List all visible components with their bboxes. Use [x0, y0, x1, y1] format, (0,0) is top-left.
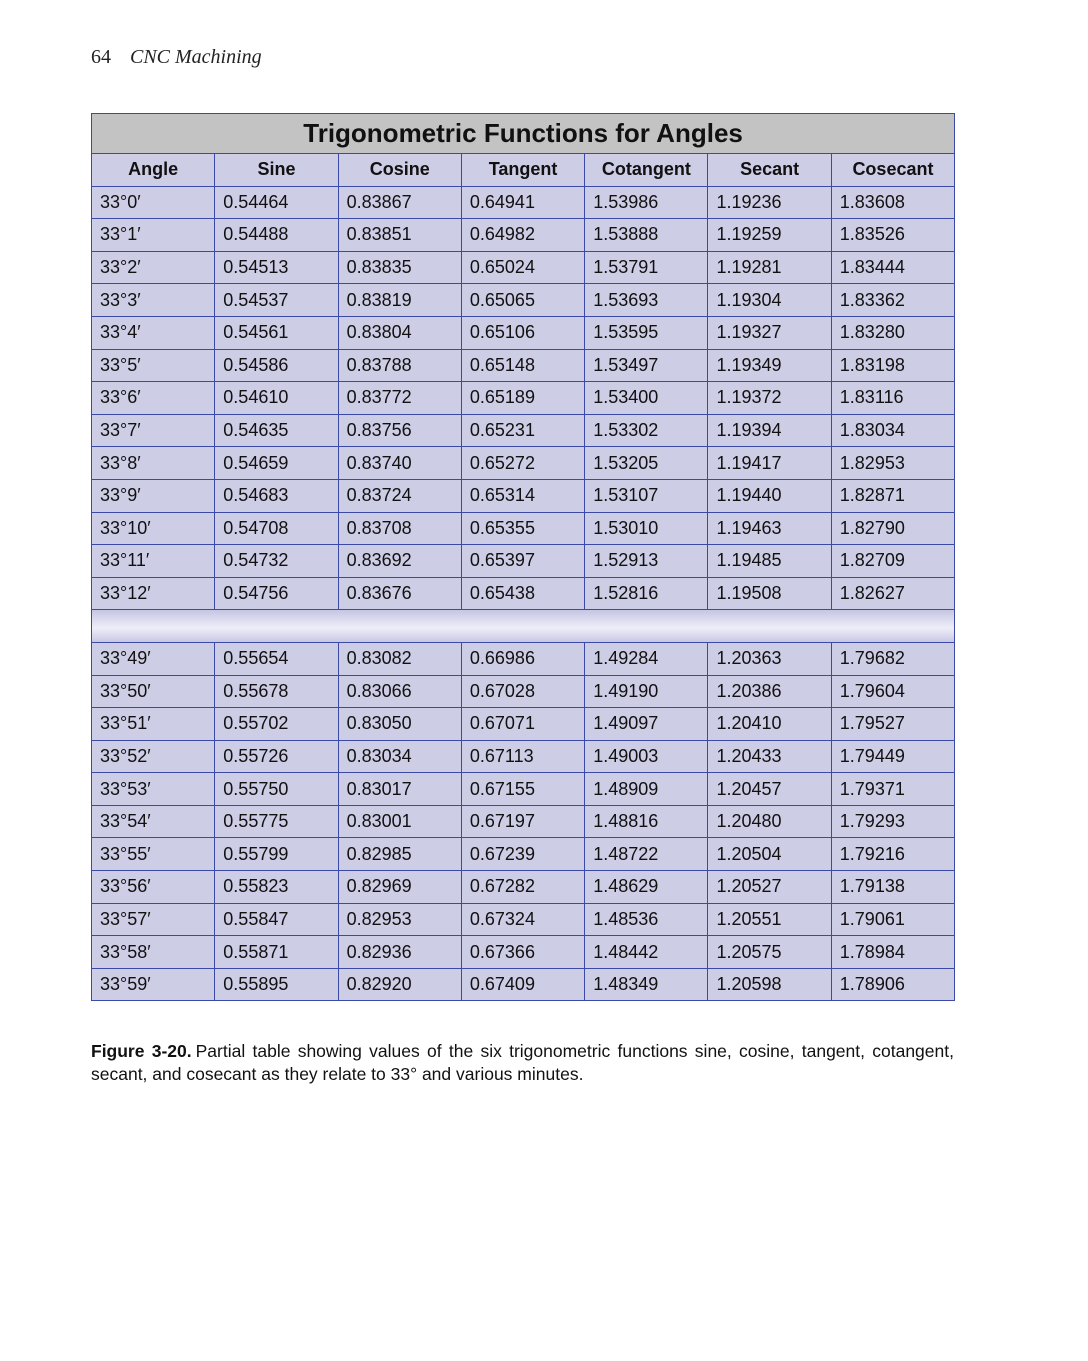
table-row [92, 968, 955, 1001]
cell-tangent: 0.65272 [461, 447, 584, 480]
cell-cosine: 0.83034 [338, 740, 461, 773]
cell-sine: 0.54586 [215, 349, 338, 382]
column-header-cotangent: Cotangent [585, 154, 708, 187]
column-header-sine: Sine [215, 154, 338, 187]
cell-secant: 1.19236 [708, 186, 831, 219]
book-title: CNC Machining [130, 46, 262, 68]
column-header-angle: Angle [92, 154, 215, 187]
cell-cosine: 0.83851 [338, 219, 461, 252]
cell-cosine: 0.83756 [338, 414, 461, 447]
cell-cosine: 0.83804 [338, 316, 461, 349]
cell-sine: 0.54659 [215, 447, 338, 480]
cell-cosine: 0.83708 [338, 512, 461, 545]
cell-sine: 0.55847 [215, 903, 338, 936]
table-gap-row [92, 610, 955, 643]
table-title-row [92, 114, 955, 154]
cell-cosine: 0.83772 [338, 382, 461, 415]
cell-cotangent: 1.53010 [585, 512, 708, 545]
cell-cotangent: 1.49097 [585, 708, 708, 741]
cell-secant: 1.19372 [708, 382, 831, 415]
cell-cosecant: 1.82709 [831, 545, 954, 578]
table-row [92, 805, 955, 838]
cell-cosecant: 1.82871 [831, 479, 954, 512]
column-header-tangent: Tangent [461, 154, 584, 187]
cell-secant: 1.19417 [708, 447, 831, 480]
cell-sine: 0.54610 [215, 382, 338, 415]
cell-cosine: 0.83050 [338, 708, 461, 741]
figure-label: Figure 3-20. [91, 1041, 192, 1061]
table-row [92, 512, 955, 545]
cell-secant: 1.19281 [708, 251, 831, 284]
cell-cotangent: 1.53302 [585, 414, 708, 447]
table-row [92, 642, 955, 675]
cell-secant: 1.19304 [708, 284, 831, 317]
cell-cosine: 0.82920 [338, 968, 461, 1001]
cell-cosecant: 1.78984 [831, 936, 954, 969]
cell-secant: 1.19485 [708, 545, 831, 578]
cell-cosecant: 1.83526 [831, 219, 954, 252]
cell-cotangent: 1.53400 [585, 382, 708, 415]
table-row [92, 316, 955, 349]
cell-cosecant: 1.83444 [831, 251, 954, 284]
column-header-cosine: Cosine [338, 154, 461, 187]
cell-cotangent: 1.48442 [585, 936, 708, 969]
cell-secant: 1.19463 [708, 512, 831, 545]
cell-cosine: 0.82953 [338, 903, 461, 936]
cell-cosecant: 1.83280 [831, 316, 954, 349]
cell-angle: 33°12′ [92, 577, 215, 610]
running-header [91, 46, 262, 69]
cell-tangent: 0.67282 [461, 871, 584, 904]
cell-cosecant: 1.82790 [831, 512, 954, 545]
cell-cosine: 0.83001 [338, 805, 461, 838]
table-row [92, 708, 955, 741]
table-row [92, 903, 955, 936]
cell-sine: 0.55823 [215, 871, 338, 904]
cell-angle: 33°51′ [92, 708, 215, 741]
cell-tangent: 0.67409 [461, 968, 584, 1001]
cell-cotangent: 1.53986 [585, 186, 708, 219]
table-header-row [92, 154, 955, 187]
cell-angle: 33°5′ [92, 349, 215, 382]
cell-cotangent: 1.53888 [585, 219, 708, 252]
page-number: 64 [91, 46, 111, 68]
cell-cosine: 0.83740 [338, 447, 461, 480]
cell-angle: 33°57′ [92, 903, 215, 936]
cell-cosecant: 1.79216 [831, 838, 954, 871]
cell-cotangent: 1.48816 [585, 805, 708, 838]
cell-angle: 33°2′ [92, 251, 215, 284]
cell-sine: 0.55654 [215, 642, 338, 675]
cell-secant: 1.19508 [708, 577, 831, 610]
cell-cotangent: 1.52913 [585, 545, 708, 578]
cell-tangent: 0.67366 [461, 936, 584, 969]
cell-tangent: 0.65065 [461, 284, 584, 317]
table-gap-band [92, 610, 955, 643]
cell-secant: 1.19349 [708, 349, 831, 382]
cell-cotangent: 1.53205 [585, 447, 708, 480]
cell-secant: 1.20504 [708, 838, 831, 871]
cell-angle: 33°7′ [92, 414, 215, 447]
cell-secant: 1.20527 [708, 871, 831, 904]
cell-tangent: 0.66986 [461, 642, 584, 675]
cell-sine: 0.55750 [215, 773, 338, 806]
cell-angle: 33°58′ [92, 936, 215, 969]
cell-angle: 33°8′ [92, 447, 215, 480]
cell-tangent: 0.67071 [461, 708, 584, 741]
cell-secant: 1.20480 [708, 805, 831, 838]
table-body-top [92, 186, 955, 610]
cell-cosine: 0.82969 [338, 871, 461, 904]
cell-sine: 0.54537 [215, 284, 338, 317]
table-row [92, 382, 955, 415]
cell-cotangent: 1.53693 [585, 284, 708, 317]
cell-sine: 0.54488 [215, 219, 338, 252]
cell-cosecant: 1.79371 [831, 773, 954, 806]
cell-tangent: 0.64941 [461, 186, 584, 219]
table-row [92, 577, 955, 610]
cell-angle: 33°52′ [92, 740, 215, 773]
table-row [92, 284, 955, 317]
cell-angle: 33°55′ [92, 838, 215, 871]
cell-tangent: 0.64982 [461, 219, 584, 252]
cell-secant: 1.20386 [708, 675, 831, 708]
cell-cosecant: 1.79682 [831, 642, 954, 675]
cell-cotangent: 1.48629 [585, 871, 708, 904]
cell-secant: 1.20551 [708, 903, 831, 936]
cell-cosine: 0.83724 [338, 479, 461, 512]
cell-secant: 1.19394 [708, 414, 831, 447]
cell-sine: 0.55871 [215, 936, 338, 969]
cell-cosecant: 1.78906 [831, 968, 954, 1001]
cell-tangent: 0.65231 [461, 414, 584, 447]
cell-secant: 1.20457 [708, 773, 831, 806]
cell-cotangent: 1.48536 [585, 903, 708, 936]
cell-angle: 33°54′ [92, 805, 215, 838]
cell-sine: 0.54635 [215, 414, 338, 447]
cell-tangent: 0.65024 [461, 251, 584, 284]
table-row [92, 936, 955, 969]
cell-tangent: 0.65189 [461, 382, 584, 415]
cell-cosecant: 1.79061 [831, 903, 954, 936]
cell-cosine: 0.83066 [338, 675, 461, 708]
cell-cosecant: 1.83608 [831, 186, 954, 219]
cell-tangent: 0.65314 [461, 479, 584, 512]
cell-secant: 1.20598 [708, 968, 831, 1001]
trig-table-container [91, 113, 954, 1001]
table-row [92, 447, 955, 480]
table-row [92, 773, 955, 806]
cell-sine: 0.54561 [215, 316, 338, 349]
cell-cotangent: 1.53595 [585, 316, 708, 349]
cell-tangent: 0.67239 [461, 838, 584, 871]
trig-functions-table [91, 113, 955, 1001]
cell-angle: 33°0′ [92, 186, 215, 219]
column-header-secant: Secant [708, 154, 831, 187]
cell-secant: 1.19327 [708, 316, 831, 349]
cell-sine: 0.55702 [215, 708, 338, 741]
cell-secant: 1.20410 [708, 708, 831, 741]
table-row [92, 479, 955, 512]
cell-secant: 1.19259 [708, 219, 831, 252]
figure-caption [91, 1040, 954, 1086]
cell-cosine: 0.83017 [338, 773, 461, 806]
cell-cosine: 0.83676 [338, 577, 461, 610]
cell-angle: 33°53′ [92, 773, 215, 806]
table-row [92, 414, 955, 447]
cell-sine: 0.54732 [215, 545, 338, 578]
cell-sine: 0.54683 [215, 479, 338, 512]
cell-tangent: 0.67155 [461, 773, 584, 806]
cell-cosine: 0.83788 [338, 349, 461, 382]
cell-sine: 0.55726 [215, 740, 338, 773]
cell-cosine: 0.82985 [338, 838, 461, 871]
cell-cosine: 0.83867 [338, 186, 461, 219]
cell-secant: 1.20433 [708, 740, 831, 773]
cell-cosecant: 1.82627 [831, 577, 954, 610]
table-body-bottom [92, 642, 955, 1001]
cell-cosecant: 1.79449 [831, 740, 954, 773]
cell-cosecant: 1.79138 [831, 871, 954, 904]
table-row [92, 251, 955, 284]
table-row [92, 186, 955, 219]
table-title: Trigonometric Functions for Angles [92, 114, 955, 154]
cell-sine: 0.54756 [215, 577, 338, 610]
cell-angle: 33°6′ [92, 382, 215, 415]
cell-tangent: 0.67113 [461, 740, 584, 773]
cell-sine: 0.54464 [215, 186, 338, 219]
cell-cosine: 0.82936 [338, 936, 461, 969]
cell-cotangent: 1.53107 [585, 479, 708, 512]
cell-cotangent: 1.48349 [585, 968, 708, 1001]
cell-cosine: 0.83692 [338, 545, 461, 578]
cell-sine: 0.55895 [215, 968, 338, 1001]
cell-cotangent: 1.48909 [585, 773, 708, 806]
cell-tangent: 0.67324 [461, 903, 584, 936]
cell-cosine: 0.83082 [338, 642, 461, 675]
cell-sine: 0.54513 [215, 251, 338, 284]
cell-sine: 0.54708 [215, 512, 338, 545]
cell-sine: 0.55799 [215, 838, 338, 871]
cell-sine: 0.55678 [215, 675, 338, 708]
cell-cosecant: 1.83034 [831, 414, 954, 447]
cell-cotangent: 1.49190 [585, 675, 708, 708]
cell-tangent: 0.67197 [461, 805, 584, 838]
table-row [92, 545, 955, 578]
cell-cosecant: 1.79604 [831, 675, 954, 708]
cell-angle: 33°50′ [92, 675, 215, 708]
cell-cotangent: 1.53791 [585, 251, 708, 284]
cell-secant: 1.20363 [708, 642, 831, 675]
table-row [92, 871, 955, 904]
cell-cosecant: 1.83362 [831, 284, 954, 317]
column-header-cosecant: Cosecant [831, 154, 954, 187]
cell-cosecant: 1.83198 [831, 349, 954, 382]
cell-tangent: 0.65355 [461, 512, 584, 545]
cell-cotangent: 1.53497 [585, 349, 708, 382]
cell-cotangent: 1.48722 [585, 838, 708, 871]
cell-tangent: 0.67028 [461, 675, 584, 708]
cell-angle: 33°10′ [92, 512, 215, 545]
cell-tangent: 0.65438 [461, 577, 584, 610]
table-gap [92, 610, 955, 643]
figure-caption-text: Partial table showing values of the six trigonometric functions sine, cosine, tangent, cotangent, secant, and cosecant as they relate to 33° and various minutes. [91, 1041, 954, 1084]
cell-angle: 33°4′ [92, 316, 215, 349]
cell-cosecant: 1.79527 [831, 708, 954, 741]
cell-angle: 33°59′ [92, 968, 215, 1001]
cell-angle: 33°49′ [92, 642, 215, 675]
cell-angle: 33°11′ [92, 545, 215, 578]
table-row [92, 740, 955, 773]
table-row [92, 219, 955, 252]
cell-cosecant: 1.83116 [831, 382, 954, 415]
table-row [92, 675, 955, 708]
cell-cosecant: 1.82953 [831, 447, 954, 480]
cell-cotangent: 1.52816 [585, 577, 708, 610]
cell-angle: 33°1′ [92, 219, 215, 252]
cell-tangent: 0.65106 [461, 316, 584, 349]
cell-cosecant: 1.79293 [831, 805, 954, 838]
cell-tangent: 0.65397 [461, 545, 584, 578]
cell-cotangent: 1.49284 [585, 642, 708, 675]
cell-sine: 0.55775 [215, 805, 338, 838]
cell-cosine: 0.83819 [338, 284, 461, 317]
cell-angle: 33°3′ [92, 284, 215, 317]
table-row [92, 838, 955, 871]
cell-cotangent: 1.49003 [585, 740, 708, 773]
cell-angle: 33°9′ [92, 479, 215, 512]
cell-tangent: 0.65148 [461, 349, 584, 382]
cell-angle: 33°56′ [92, 871, 215, 904]
cell-cosine: 0.83835 [338, 251, 461, 284]
table-row [92, 349, 955, 382]
cell-secant: 1.20575 [708, 936, 831, 969]
cell-secant: 1.19440 [708, 479, 831, 512]
